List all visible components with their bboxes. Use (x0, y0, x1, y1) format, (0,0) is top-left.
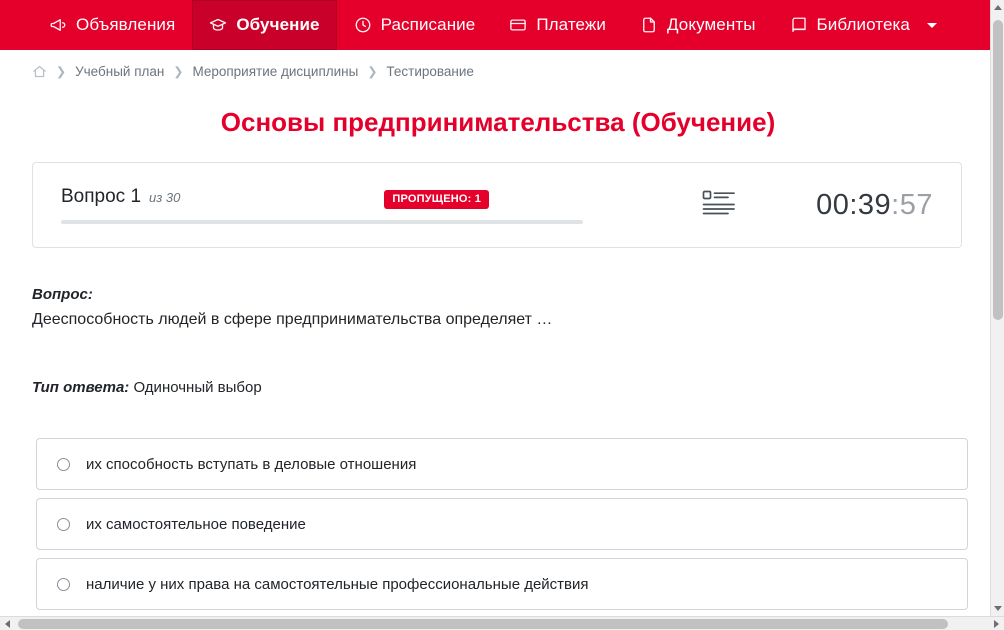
nav-item-schedule[interactable] (337, 0, 493, 50)
nav-item-documents[interactable] (623, 0, 773, 50)
question-header-card (32, 162, 962, 248)
answer-option-label-2: их самостоятельное поведение (86, 515, 306, 533)
scroll-right-arrow-icon[interactable] (994, 620, 999, 628)
radio-icon[interactable] (57, 578, 70, 591)
main-navigation (0, 0, 994, 50)
nav-label-schedule: Расписание (380, 15, 476, 34)
timer (816, 189, 939, 222)
vertical-scrollbar[interactable] (990, 0, 1004, 616)
graduation-cap-icon (209, 16, 227, 34)
answer-type-label: Тип ответа: (32, 379, 130, 396)
timer-seconds: :57 (891, 188, 933, 221)
question-text: Дееспособность людей в сфере предпринимательства определяет … (32, 311, 553, 328)
page-title: Основы предпринимательства (Обучение) (220, 107, 776, 137)
answer-options-list (0, 438, 1004, 610)
file-icon (640, 16, 658, 34)
nav-label-documents: Документы (667, 15, 756, 34)
nav-item-payments[interactable] (492, 0, 623, 50)
breadcrumb-item-testing[interactable]: Тестирование (386, 64, 474, 79)
nav-item-learning[interactable] (192, 0, 336, 50)
breadcrumb-item-curriculum[interactable]: Учебный план (75, 64, 165, 79)
breadcrumb (0, 50, 1004, 89)
answer-option-label-3: наличие у них права на самостоятельные профессиональные действия (86, 575, 589, 593)
question-counter-row (61, 186, 621, 209)
question-prompt-label: Вопрос: (32, 286, 93, 303)
scroll-up-arrow-icon[interactable] (994, 5, 1002, 10)
nav-label-announcements: Объявления (76, 15, 176, 34)
question-list-toggle[interactable] (621, 189, 816, 222)
megaphone-icon (49, 16, 67, 34)
clock-icon (354, 16, 372, 34)
credit-card-icon (509, 16, 527, 34)
nav-label-learning: Обучение (236, 15, 320, 34)
horizontal-scrollbar[interactable] (0, 616, 1004, 630)
question-number: Вопрос 1 (61, 186, 142, 207)
breadcrumb-separator-2: ❯ (173, 64, 184, 78)
question-progress-block (61, 186, 621, 224)
progress-bar (61, 220, 583, 224)
nav-item-library[interactable] (773, 0, 954, 50)
scroll-down-arrow-icon[interactable] (994, 606, 1002, 611)
nav-item-announcements[interactable] (32, 0, 192, 50)
scroll-left-arrow-icon[interactable] (5, 620, 10, 628)
book-icon (790, 16, 808, 34)
radio-icon[interactable] (57, 518, 70, 531)
answer-option-label-1: их способность вступать в деловые отношения (86, 455, 417, 473)
nav-label-library: Библиотека (816, 15, 910, 34)
home-icon[interactable] (32, 64, 47, 79)
answer-type-value: Одиночный выбор (133, 379, 262, 396)
radio-icon[interactable] (57, 458, 70, 471)
question-body (0, 286, 1004, 396)
vertical-scrollbar-thumb[interactable] (993, 20, 1003, 320)
chevron-down-icon[interactable] (927, 23, 937, 28)
status-badge-skipped: ПРОПУЩЕНО: 1 (384, 190, 489, 209)
timer-minutes: 00:39 (816, 188, 892, 221)
answer-option-1[interactable] (36, 438, 968, 490)
nav-label-payments: Платежи (536, 15, 606, 34)
list-icon[interactable] (702, 189, 736, 222)
question-total: из 30 (149, 190, 181, 205)
answer-option-3[interactable] (36, 558, 968, 610)
content-area (0, 162, 994, 248)
breadcrumb-separator-3: ❯ (367, 64, 378, 78)
breadcrumb-separator-1: ❯ (56, 64, 67, 78)
breadcrumb-item-discipline-event[interactable]: Мероприятие дисциплины (192, 64, 359, 79)
horizontal-scrollbar-thumb[interactable] (18, 619, 948, 629)
answer-type-row (32, 379, 972, 396)
answer-option-2[interactable] (36, 498, 968, 550)
